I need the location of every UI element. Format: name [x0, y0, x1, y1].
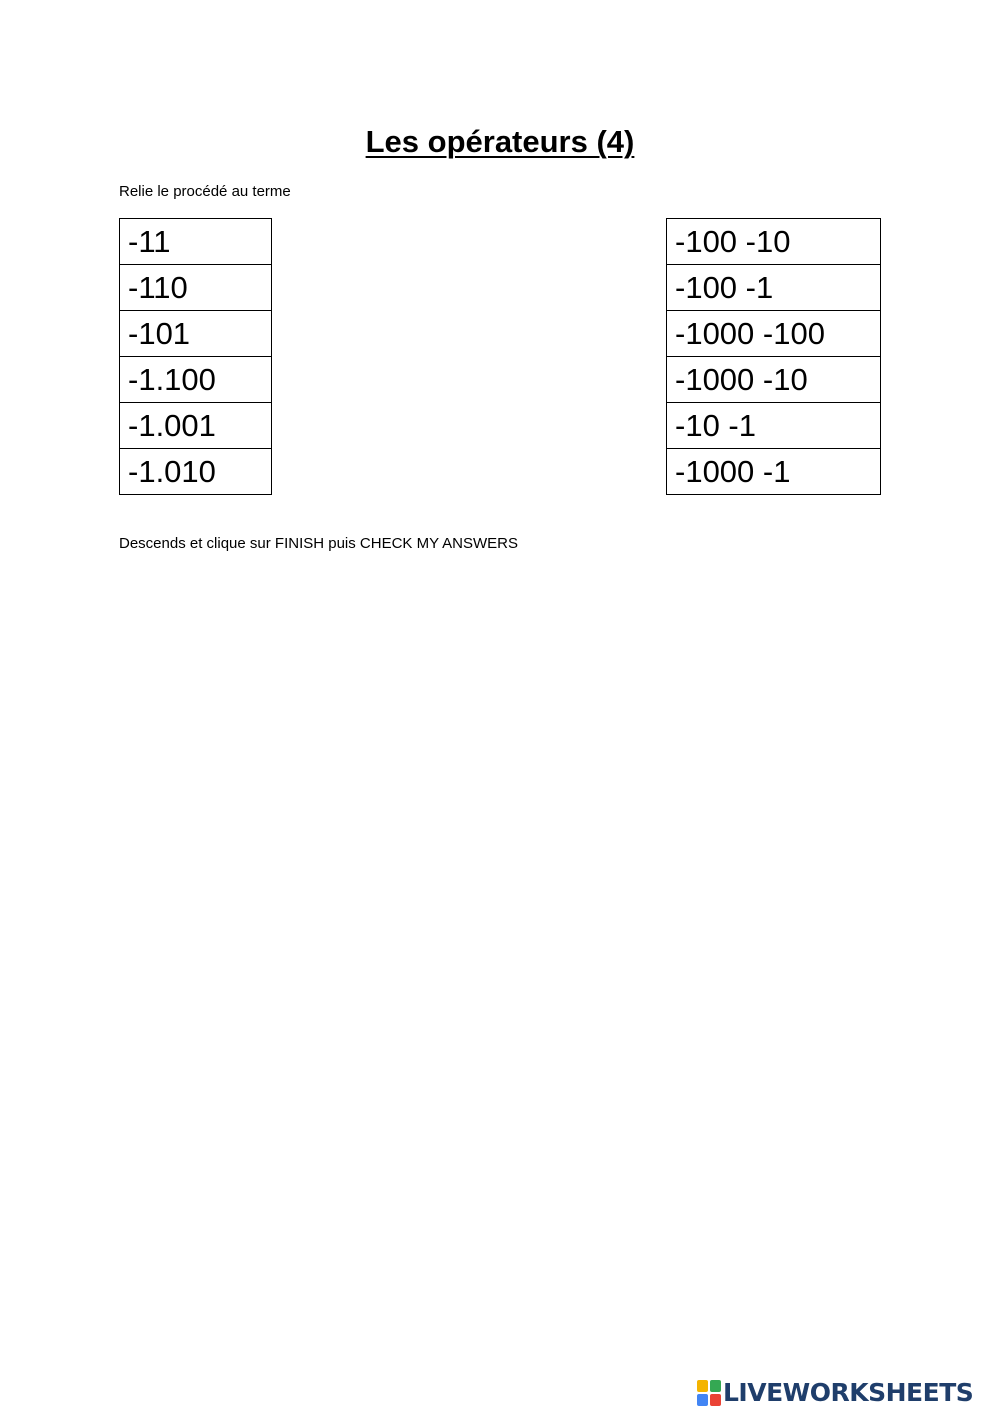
table-row — [667, 311, 881, 357]
logo-block — [697, 1394, 708, 1406]
table-row — [120, 219, 272, 265]
logo-block — [710, 1380, 721, 1392]
table-row — [120, 265, 272, 311]
right-cell[interactable]: -100 -10 — [667, 219, 881, 265]
liveworksheets-logo-icon — [697, 1380, 721, 1406]
table-row — [120, 311, 272, 357]
right-cell[interactable]: -1000 -100 — [667, 311, 881, 357]
left-cell[interactable]: -11 — [120, 219, 272, 265]
right-column-table — [666, 218, 881, 495]
liveworksheets-brand — [697, 1378, 973, 1408]
right-cell[interactable]: -1000 -1 — [667, 449, 881, 495]
page-title: Les opérateurs (4) — [365, 124, 635, 159]
instruction-finish: Descends et clique sur FINISH puis CHECK MY ANSWERS — [119, 535, 519, 552]
table-row — [667, 265, 881, 311]
right-cell[interactable]: -10 -1 — [667, 403, 881, 449]
right-cell[interactable]: -100 -1 — [667, 265, 881, 311]
table-row — [120, 357, 272, 403]
brand-name: LIVEWORKSHEETS — [723, 1378, 974, 1407]
logo-block — [710, 1394, 721, 1406]
left-cell[interactable]: -1.001 — [120, 403, 272, 449]
table-row — [667, 403, 881, 449]
table-row — [120, 403, 272, 449]
left-cell[interactable]: -101 — [120, 311, 272, 357]
right-cell[interactable]: -1000 -10 — [667, 357, 881, 403]
left-column-table — [119, 218, 272, 495]
left-cell[interactable]: -1.100 — [120, 357, 272, 403]
table-row — [667, 219, 881, 265]
table-row — [120, 449, 272, 495]
table-row — [667, 357, 881, 403]
table-row — [667, 449, 881, 495]
instruction-match: Relie le procédé au terme — [119, 183, 291, 200]
left-cell[interactable]: -110 — [120, 265, 272, 311]
logo-block — [697, 1380, 708, 1392]
left-cell[interactable]: -1.010 — [120, 449, 272, 495]
